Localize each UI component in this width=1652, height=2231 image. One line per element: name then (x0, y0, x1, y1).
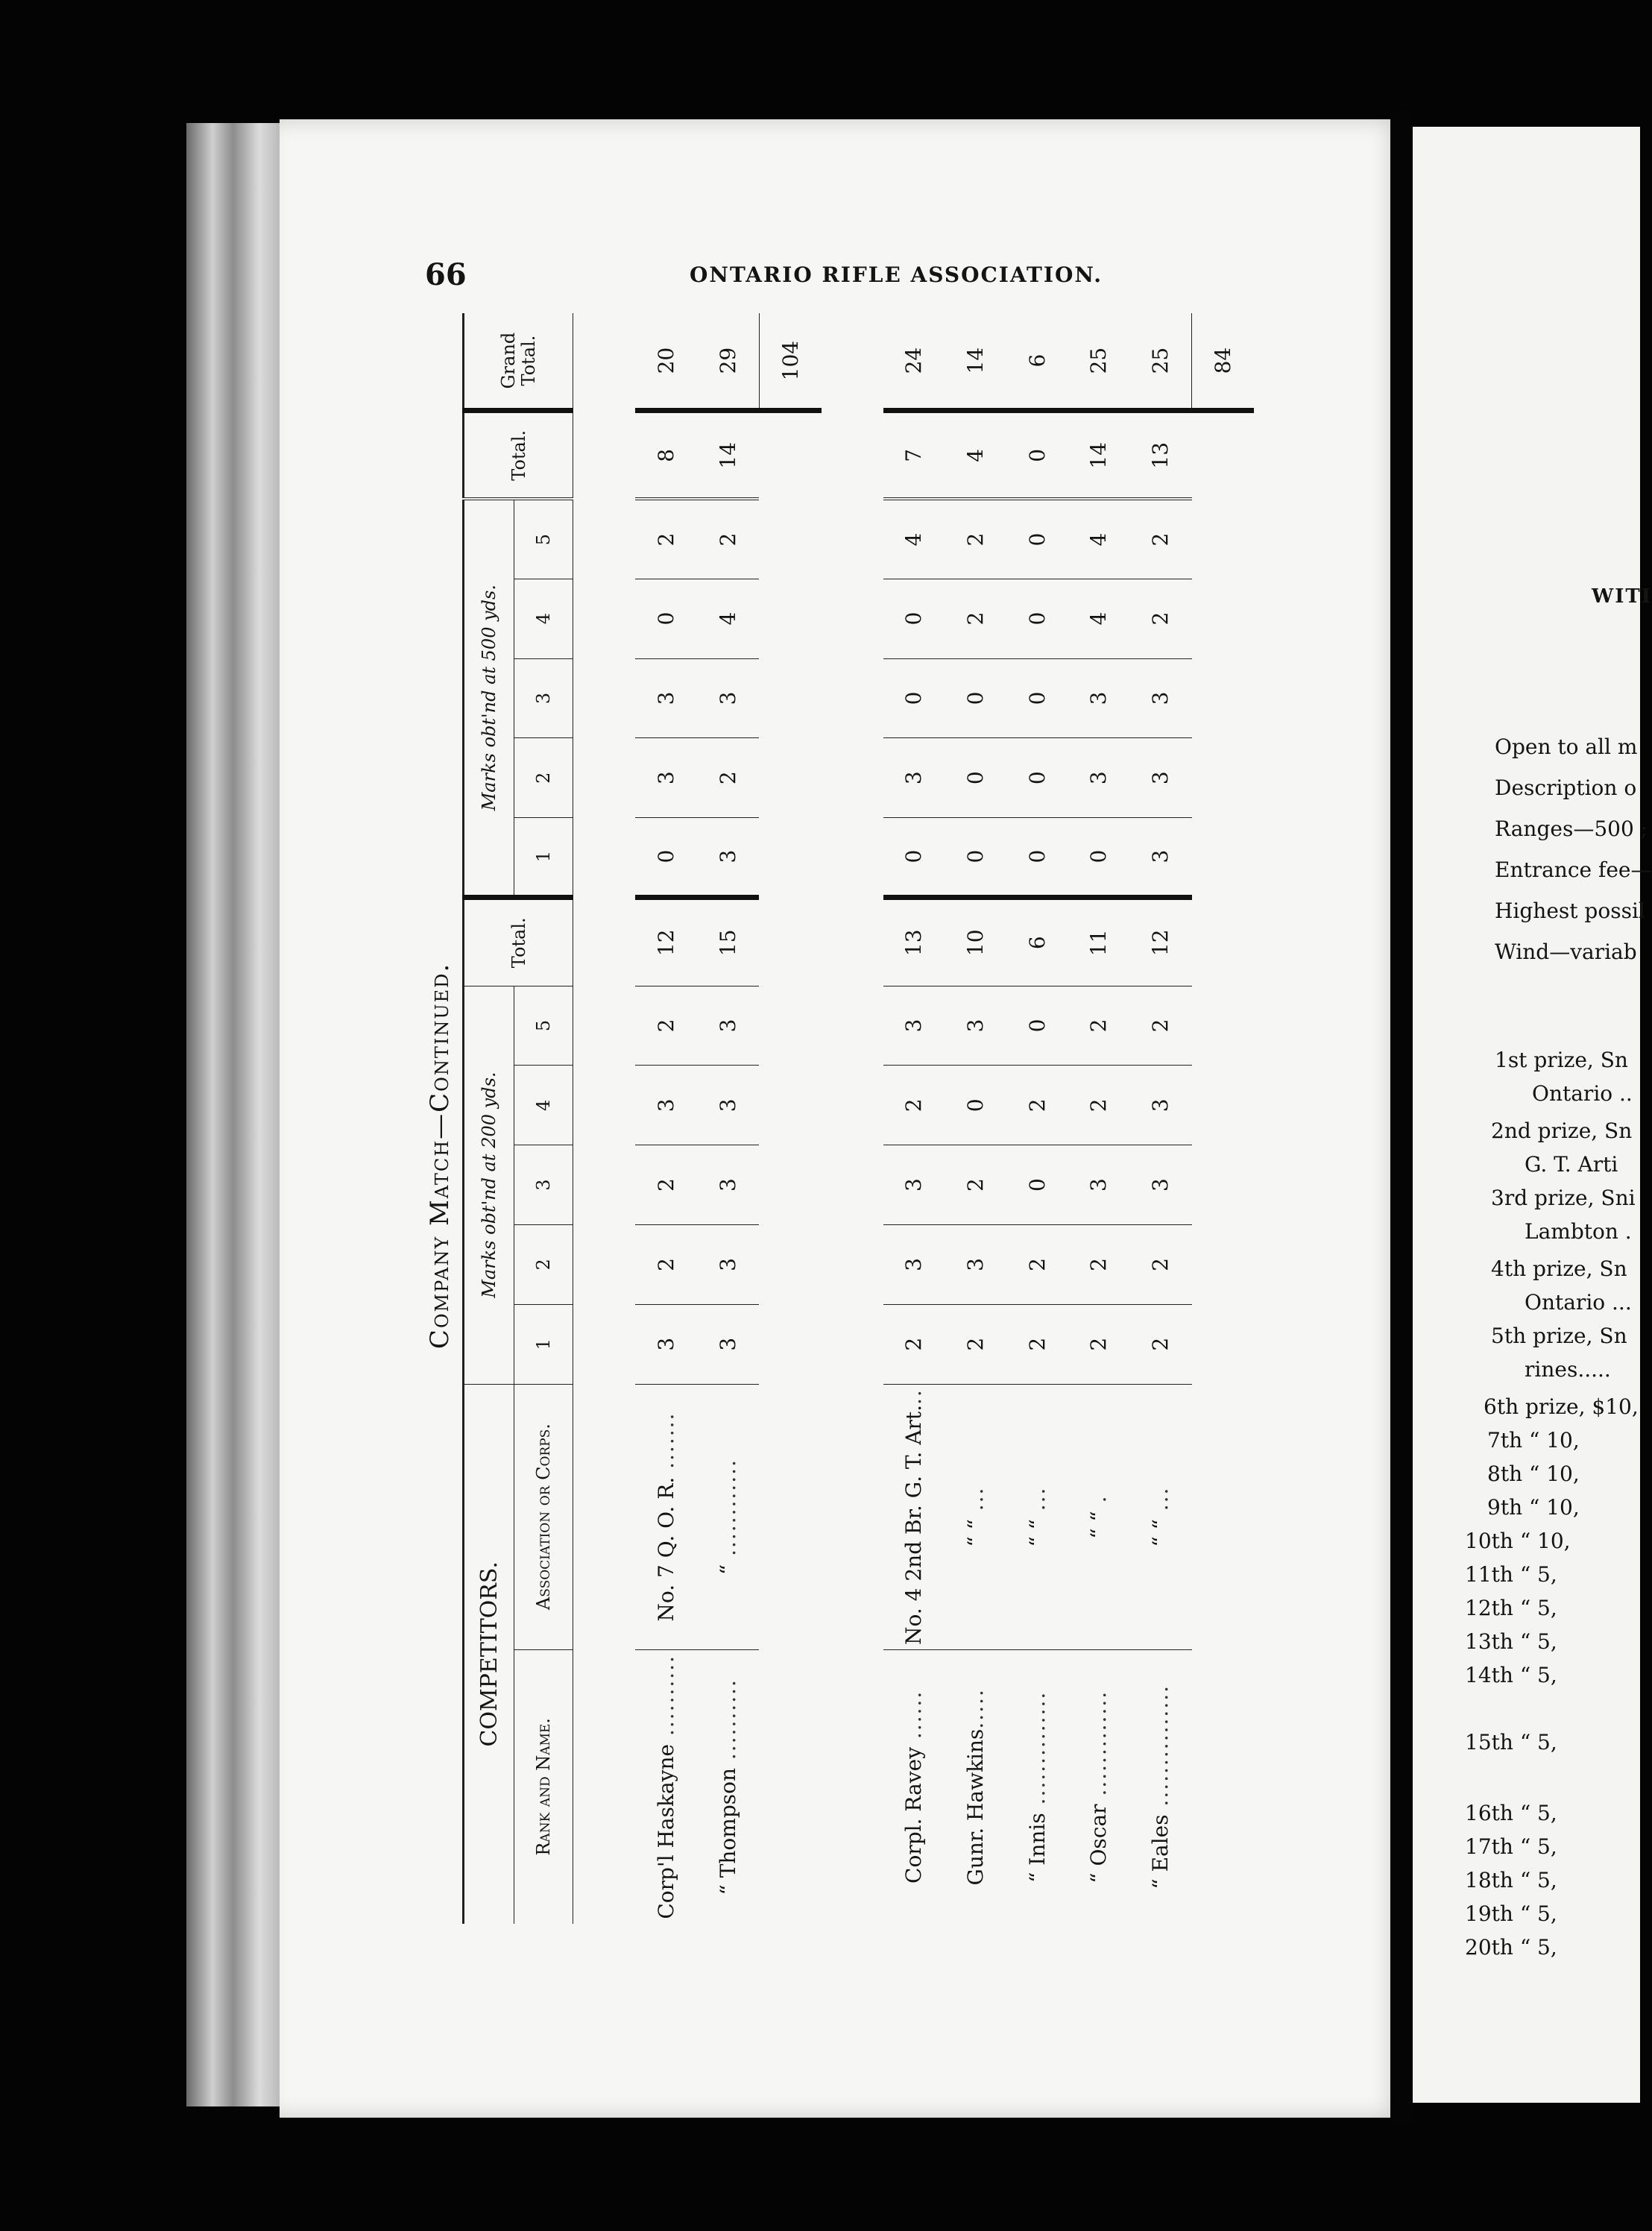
competitor-corps (1068, 1384, 1129, 1649)
corps-text: “ “ (1148, 1519, 1173, 1547)
score-cell: 0 (1006, 579, 1068, 658)
score-cell: 3 (883, 738, 945, 818)
score-cell: 2 (945, 499, 1006, 579)
bottom-rule-cell (1254, 313, 1316, 1924)
score-cell: 0 (1006, 986, 1068, 1066)
total-cell: 4 (945, 411, 1006, 500)
score-cell: 0 (945, 658, 1006, 738)
table-row (1068, 313, 1129, 1924)
score-cell: 3 (697, 1304, 760, 1384)
score-cell: 0 (883, 818, 945, 898)
shot-1-200-header: 1 (514, 1304, 573, 1384)
total-cell: 8 (635, 411, 697, 500)
right-page-line: 13th “ 5, (1465, 1629, 1557, 1654)
score-cell: 3 (1129, 1145, 1192, 1225)
score-cell: 0 (635, 818, 697, 898)
score-cell: 0 (1068, 818, 1129, 898)
assoc-or-corps-header: Association or Corps. (514, 1384, 573, 1649)
shot-2-200-header: 2 (514, 1225, 573, 1305)
score-cell: 3 (635, 1066, 697, 1145)
score-cell: 3 (1129, 818, 1192, 898)
shot-4-500-header: 4 (514, 579, 573, 658)
score-cell: 2 (1006, 1066, 1068, 1145)
total-cell: 14 (1068, 411, 1129, 500)
competitor-corps (697, 1384, 760, 1649)
grand-total-cell: 29 (697, 313, 760, 411)
company-match-score-table (462, 313, 1316, 1924)
grand-total-cell: 14 (945, 313, 1006, 411)
score-cell: 4 (883, 499, 945, 579)
score-cell: 0 (1006, 1145, 1068, 1225)
score-cell: 2 (883, 1066, 945, 1145)
corps-text: “ “ (1024, 1519, 1050, 1547)
score-cell: 2 (945, 1304, 1006, 1384)
score-cell: 3 (883, 1145, 945, 1225)
subtotal-row (759, 313, 822, 1924)
right-page-heading: WITI (1592, 585, 1652, 608)
score-cell: 4 (1068, 499, 1129, 579)
shot-5-500-header: 5 (514, 499, 573, 579)
competitor-name (1129, 1649, 1192, 1924)
right-page-line: Ontario .. (1532, 1081, 1633, 1106)
table-title: Company Match—Continued. (425, 962, 455, 1350)
shot-3-500-header: 3 (514, 658, 573, 738)
right-page-line: Highest possil (1495, 899, 1645, 923)
competitor-corps (945, 1384, 1006, 1649)
right-page-line: 17th “ 5, (1465, 1834, 1557, 1859)
table-row (1006, 313, 1068, 1924)
right-page-line: 7th “ 10, (1487, 1428, 1580, 1453)
dot-leaders: ... (1148, 1486, 1173, 1520)
competitor-corps (1129, 1384, 1192, 1649)
name-text: “ Thompson (716, 1768, 740, 1895)
score-cell: 0 (1006, 738, 1068, 818)
grand-total-cell: 25 (1129, 313, 1192, 411)
grand-total-cell: 25 (1068, 313, 1129, 411)
competitor-corps (1006, 1384, 1068, 1649)
score-cell: 2 (635, 1145, 697, 1225)
grand-total-cell: 24 (883, 313, 945, 411)
name-text: “ Innis (1024, 1813, 1050, 1883)
right-page-line: 2nd prize, Sn (1491, 1118, 1633, 1143)
score-cell: 0 (635, 579, 697, 658)
score-cell: 2 (697, 738, 760, 818)
dot-leaders: ....... (653, 1412, 678, 1477)
right-page-line: Entrance fee— (1495, 858, 1652, 882)
shot-5-200-header: 5 (514, 986, 573, 1066)
score-cell: 2 (635, 986, 697, 1066)
spacer (573, 313, 636, 1924)
score-cell: 2 (883, 1304, 945, 1384)
grand-total-cell: 20 (635, 313, 697, 411)
right-page-line: 12th “ 5, (1465, 1596, 1557, 1620)
total-cell: 7 (883, 411, 945, 500)
right-page-line: Ontario ... (1525, 1290, 1632, 1315)
right-page-line: 3rd prize, Sni (1491, 1186, 1636, 1210)
name-text: “ Oscar (1086, 1804, 1112, 1884)
right-page-line: 19th “ 5, (1465, 1901, 1557, 1926)
rotated-table-area (283, 321, 1372, 1991)
score-cell: 3 (697, 1066, 760, 1145)
score-cell: 3 (1129, 658, 1192, 738)
dot-leaders: ..... (962, 1688, 988, 1729)
score-cell: 3 (697, 658, 760, 738)
score-cell: 3 (883, 1225, 945, 1305)
right-page-line: 4th prize, Sn (1491, 1256, 1627, 1281)
name-text: Corp'l Haskayne (653, 1743, 678, 1919)
score-cell: 3 (1068, 658, 1129, 738)
score-cell: 2 (1129, 579, 1192, 658)
right-page-line: Lambton . (1525, 1219, 1632, 1244)
dot-leaders: ............ (716, 1459, 740, 1564)
shot-4-200-header: 4 (514, 1066, 573, 1145)
score-cell: 0 (945, 738, 1006, 818)
total-cell: 0 (1006, 411, 1068, 500)
score-cell: 3 (697, 1225, 760, 1305)
score-cell: 3 (883, 986, 945, 1066)
total-cell: 14 (697, 411, 760, 500)
competitor-name (883, 1649, 945, 1924)
score-cell: 2 (1129, 1225, 1192, 1305)
score-cell: 2 (697, 499, 760, 579)
total-cell: 12 (1129, 897, 1192, 986)
rank-and-name-header: Rank and Name. (514, 1649, 573, 1924)
competitors-header: COMPETITORS. (464, 1384, 514, 1924)
page-number: 66 (425, 257, 467, 292)
right-page-line: Ranges—500 ; (1495, 816, 1648, 841)
right-page-line: 18th “ 5, (1465, 1868, 1557, 1892)
score-cell: 2 (945, 1145, 1006, 1225)
dot-leaders: ...... (901, 1690, 927, 1747)
subtotal-spacer (1192, 411, 1255, 1924)
score-cell: 2 (1068, 1225, 1129, 1305)
total-cell: 13 (1129, 411, 1192, 500)
score-cell: 0 (1006, 499, 1068, 579)
score-cell: 3 (945, 1225, 1006, 1305)
score-cell: 2 (1006, 1304, 1068, 1384)
score-cell: 4 (1068, 579, 1129, 658)
score-cell: 2 (1006, 1225, 1068, 1305)
score-cell: 3 (1129, 1066, 1192, 1145)
grand-total-cell: 6 (1006, 313, 1068, 411)
right-page-line: 14th “ 5, (1465, 1663, 1557, 1687)
score-cell: 2 (635, 1225, 697, 1305)
right-page-line: 6th prize, $10, (1484, 1394, 1639, 1419)
score-cell: 0 (1006, 658, 1068, 738)
table-row (883, 313, 945, 1924)
right-page-line: 10th “ 10, (1465, 1529, 1571, 1553)
right-page-line: rines..... (1525, 1357, 1611, 1382)
score-cell: 0 (883, 579, 945, 658)
competitor-corps (635, 1384, 697, 1649)
right-page-line: G. T. Arti (1525, 1152, 1618, 1177)
competitor-name (1068, 1649, 1129, 1924)
table-row (945, 313, 1006, 1924)
total-cell: 13 (883, 897, 945, 986)
score-cell: 3 (945, 986, 1006, 1066)
corps-text: No. 4 2nd Br. G. T. Art. (901, 1405, 927, 1646)
score-cell: 3 (1068, 738, 1129, 818)
table-row (635, 313, 697, 1924)
right-page-line: 16th “ 5, (1465, 1801, 1557, 1825)
right-page-line: Description o (1495, 775, 1637, 800)
competitor-name (697, 1649, 760, 1924)
dot-leaders: . (1086, 1494, 1112, 1511)
shot-2-500-header: 2 (514, 738, 573, 818)
table-row (697, 313, 760, 1924)
right-page-line: 5th prize, Sn (1491, 1324, 1627, 1348)
group-sum-cell: 84 (1192, 313, 1255, 411)
spacer (822, 313, 883, 1924)
score-cell: 4 (697, 579, 760, 658)
marks-500-header: Marks obt'nd at 500 yds. (464, 499, 514, 897)
dot-leaders: ............. (1086, 1690, 1112, 1804)
corps-text: “ “ (1086, 1511, 1112, 1539)
total-500-header: Total. (464, 411, 573, 500)
score-cell: 2 (635, 499, 697, 579)
book-gutter (1390, 112, 1413, 2125)
competitor-name (635, 1649, 697, 1924)
total-cell: 11 (1068, 897, 1129, 986)
right-page-line: 11th “ 5, (1465, 1562, 1557, 1587)
right-page-line: Wind—variab (1495, 940, 1637, 964)
corps-text: “ (716, 1564, 740, 1576)
competitor-name (945, 1649, 1006, 1924)
dot-leaders: ... (962, 1486, 988, 1520)
total-cell: 6 (1006, 897, 1068, 986)
dot-leaders: .......... (653, 1655, 678, 1744)
shot-3-200-header: 3 (514, 1145, 573, 1225)
dot-leaders: ............... (1148, 1684, 1173, 1815)
score-cell: 3 (1129, 738, 1192, 818)
right-page-line: 1st prize, Sn (1495, 1048, 1628, 1072)
right-page-line: 9th “ 10, (1487, 1495, 1580, 1520)
corps-text: No. 7 Q. O. R. (653, 1476, 678, 1622)
corps-text: “ “ (962, 1519, 988, 1547)
marks-200-header: Marks obt'nd at 200 yds. (464, 986, 514, 1384)
name-text: Corpl. Ravey (901, 1746, 927, 1884)
competitor-name (1006, 1649, 1068, 1924)
dot-leaders: .. (901, 1388, 927, 1405)
score-cell: 3 (635, 1304, 697, 1384)
score-cell: 3 (635, 658, 697, 738)
score-cell: 0 (945, 818, 1006, 898)
dot-leaders: ... (1024, 1486, 1050, 1520)
score-cell: 3 (1068, 1145, 1129, 1225)
right-page-line: 15th “ 5, (1465, 1730, 1557, 1755)
score-cell: 0 (883, 658, 945, 738)
book-page-edges (186, 123, 291, 2106)
running-head: ONTARIO RIFLE ASSOCIATION. (690, 262, 1103, 287)
table-row (1129, 313, 1192, 1924)
score-cell: 0 (945, 1066, 1006, 1145)
total-200-header: Total. (464, 897, 573, 986)
score-cell: 3 (697, 1145, 760, 1225)
score-cell: 0 (1006, 818, 1068, 898)
grand-total-header: Grand Total. (464, 313, 573, 411)
shot-1-500-header: 1 (514, 818, 573, 898)
right-page-line: Open to all m (1495, 734, 1638, 759)
score-cell: 2 (1068, 1066, 1129, 1145)
score-cell: 2 (945, 579, 1006, 658)
group-sum-cell: 104 (759, 313, 822, 411)
name-text: “ Eales (1148, 1814, 1173, 1889)
score-cell: 3 (635, 738, 697, 818)
competitor-corps (883, 1384, 945, 1649)
rotated-table-content (283, 321, 1372, 1991)
right-page-line: 20th “ 5, (1465, 1935, 1557, 1960)
score-cell: 2 (1129, 986, 1192, 1066)
right-page-line: 8th “ 10, (1487, 1461, 1580, 1486)
subtotal-spacer (759, 411, 822, 1924)
score-cell: 3 (697, 986, 760, 1066)
score-cell: 2 (1129, 1304, 1192, 1384)
table-bottom-rule (1254, 313, 1316, 1924)
total-cell: 10 (945, 897, 1006, 986)
score-cell: 3 (697, 818, 760, 898)
dot-leaders: .......... (716, 1678, 740, 1768)
total-cell: 15 (697, 897, 760, 986)
name-text: Gunr. Hawkins (962, 1728, 988, 1886)
dot-leaders: .............. (1024, 1690, 1050, 1813)
subtotal-row (1192, 313, 1255, 1924)
score-cell: 2 (1129, 499, 1192, 579)
total-cell: 12 (635, 897, 697, 986)
score-cell: 2 (1068, 1304, 1129, 1384)
score-cell: 2 (1068, 986, 1129, 1066)
